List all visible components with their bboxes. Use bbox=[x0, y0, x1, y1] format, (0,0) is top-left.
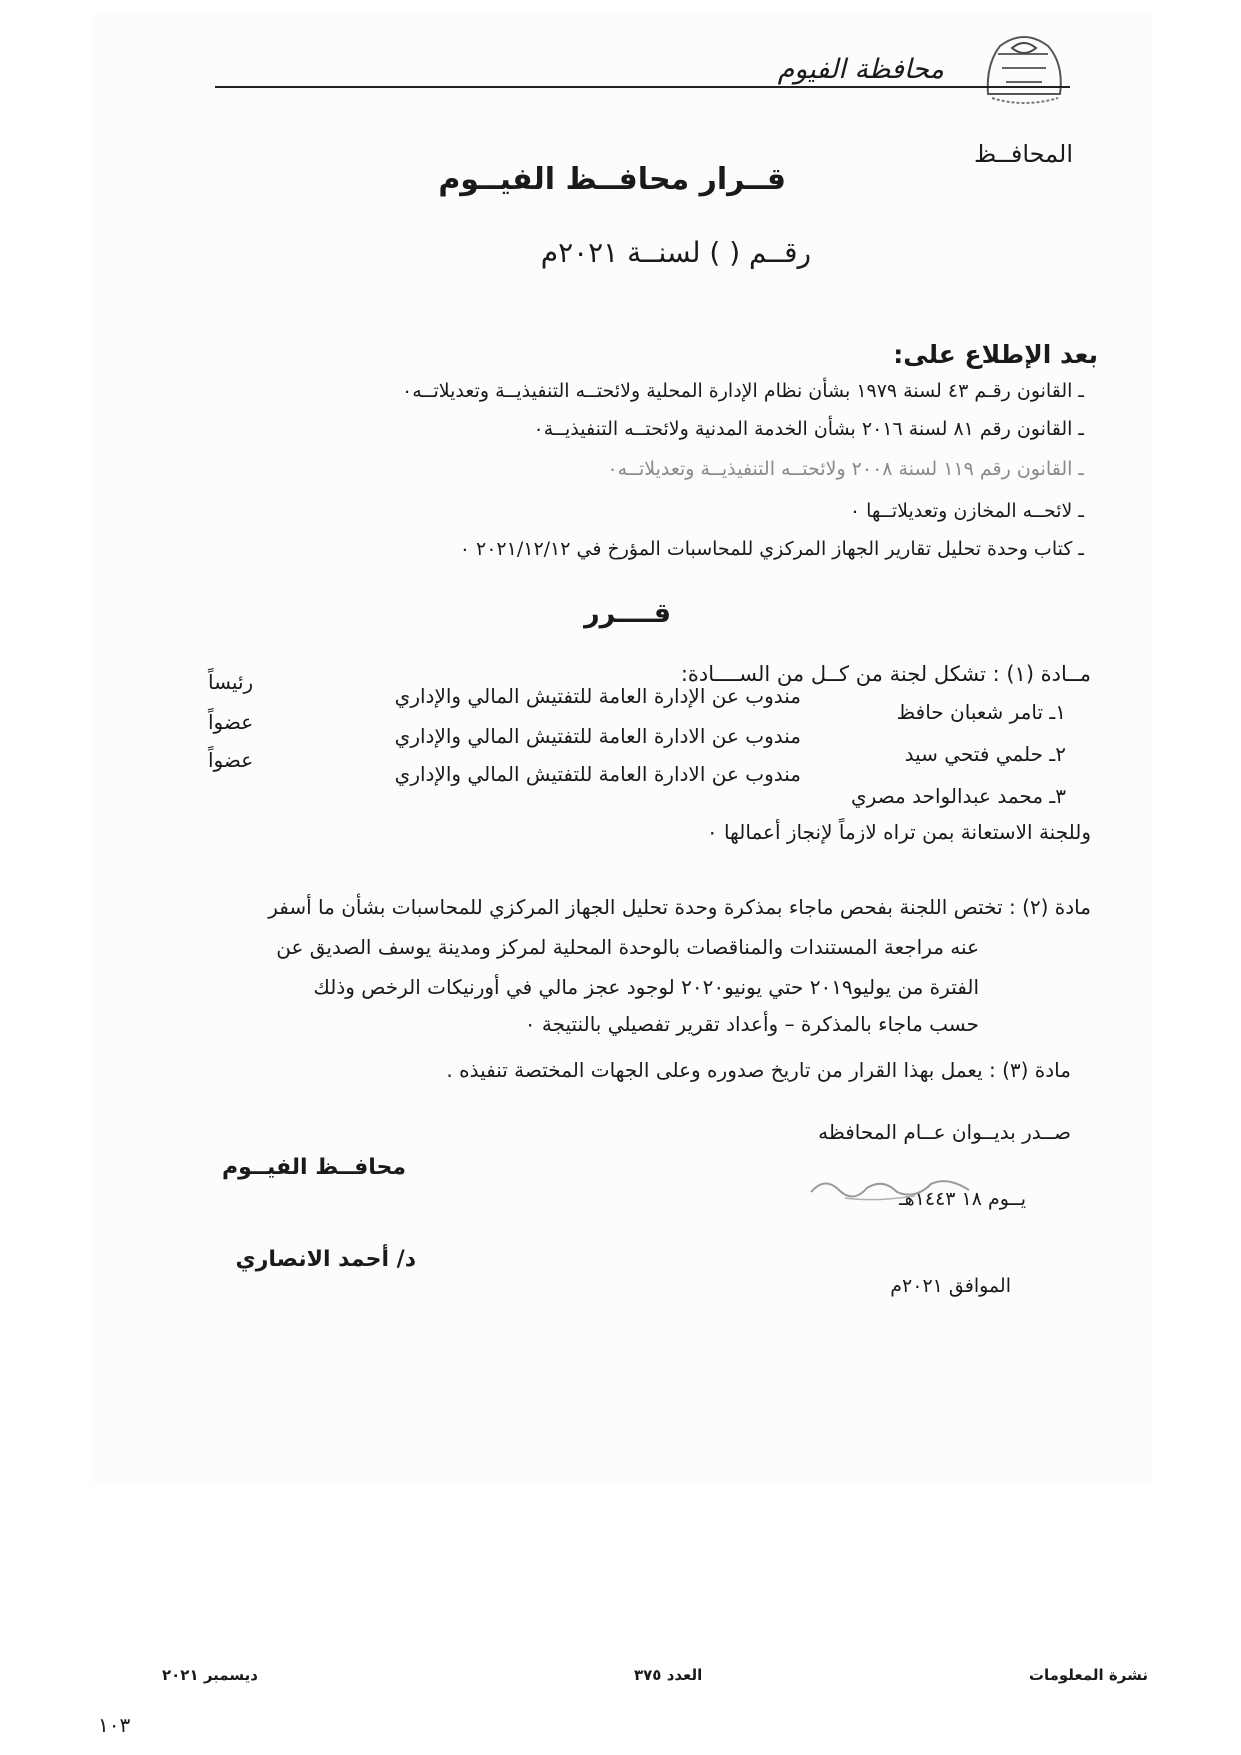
article-2-line: الفترة من يوليو٢٠١٩ حتي يونيو٢٠٢٠ لوجود عجز مالي في أورنيكات الرخص وذلك bbox=[313, 975, 979, 999]
handwritten-date-mark bbox=[805, 1170, 975, 1204]
page-number: ١٠٣ bbox=[98, 1713, 131, 1737]
member-name: ١ـ تامر شعبان حافظ bbox=[896, 700, 1066, 724]
member-role: مندوب عن الإدارة العامة للتفتيش المالي والإداري bbox=[394, 684, 801, 708]
governorate-title: محافظة الفيوم bbox=[777, 54, 944, 85]
issued-at: صــدر بديــوان عــام المحافظه bbox=[818, 1120, 1071, 1144]
decided-heading: قــــرر bbox=[584, 598, 671, 629]
member-role: مندوب عن الادارة العامة للتفتيش المالي والإداري bbox=[394, 724, 801, 748]
preamble-heading: بعد الإطلاع على: bbox=[893, 340, 1098, 369]
member-name: ٢ـ حلمي فتحي سيد bbox=[904, 742, 1066, 766]
footer-issue: العدد ٣٧٥ bbox=[634, 1666, 703, 1684]
signatory-name: د/ أحمد الانصاري bbox=[235, 1247, 416, 1272]
gregorian-date: الموافق ٢٠٢١م bbox=[890, 1275, 1011, 1297]
member-position: عضواً bbox=[208, 710, 254, 734]
article-2-line: عنه مراجعة المستندات والمناقصات بالوحدة المحلية لمركز ومدينة يوسف الصديق عن bbox=[276, 935, 979, 959]
member-position: رئيساً bbox=[208, 670, 254, 694]
article-3: مادة (٣) : يعمل بهذا القرار من تاريخ صدوره وعلى الجهات المختصة تنفيذه . bbox=[446, 1058, 1071, 1082]
reference-item: ـ القانون رقم ٨١ لسنة ٢٠١٦ بشأن الخدمة المدنية ولائحتــه التنفيذيــة٠ bbox=[533, 418, 1084, 440]
decree-title: قــرار محافــظ الفيــوم bbox=[438, 162, 786, 197]
decree-number: رقــم ( ) لسنــة ٢٠٢١م bbox=[540, 236, 811, 269]
reference-item: ـ القانون رقـم ٤٣ لسنة ١٩٧٩ بشأن نظام الإدارة المحلية ولائحتــه التنفيذيــة وتعديلاتــه٠ bbox=[401, 380, 1084, 402]
article-1-heading: مــادة (١) : تشكل لجنة من كــل من الســــادة: bbox=[680, 662, 1091, 686]
reference-item: ـ كتاب وحدة تحليل تقارير الجهاز المركزي للمحاسبات المؤرخ في ٢٠٢١/١٢/١٢ ٠ bbox=[459, 538, 1084, 560]
footer-publication: نشرة المعلومات bbox=[1028, 1666, 1148, 1684]
article-2-line: مادة (٢) : تختص اللجنة بفحص ماجاء بمذكرة وحدة تحليل الجهاز المركزي للمحاسبات بشأن ما أسفر bbox=[268, 895, 1091, 919]
member-name: ٣ـ محمد عبدالواحد مصري bbox=[851, 784, 1066, 808]
member-role: مندوب عن الادارة العامة للتفتيش المالي والإداري bbox=[394, 762, 801, 786]
footer-date: ديسمبر ٢٠٢١ bbox=[162, 1666, 258, 1684]
signature-title: محافــظ الفيــوم bbox=[222, 1155, 406, 1180]
article-2-line: حسب ماجاء بالمذكرة – وأعداد تقرير تفصيلي بالنتيجة ٠ bbox=[524, 1012, 979, 1036]
reference-item: ـ القانون رقم ١١٩ لسنة ٢٠٠٨ ولائحتــه التنفيذيــة وتعديلاتــه٠ bbox=[607, 458, 1084, 480]
member-position: عضواً bbox=[208, 748, 254, 772]
hijri-date: يــوم ١٨ ١٤٤٣هـ bbox=[899, 1188, 1026, 1210]
reference-item: ـ لائحــه المخازن وتعديلاتــها ٠ bbox=[849, 500, 1084, 522]
office-label: المحافــظ bbox=[974, 140, 1073, 168]
header-divider bbox=[215, 86, 1070, 88]
governorate-emblem-icon bbox=[978, 24, 1070, 110]
assistance-clause: وللجنة الاستعانة بمن تراه لازماً لإنجاز أعمالها ٠ bbox=[706, 820, 1091, 844]
